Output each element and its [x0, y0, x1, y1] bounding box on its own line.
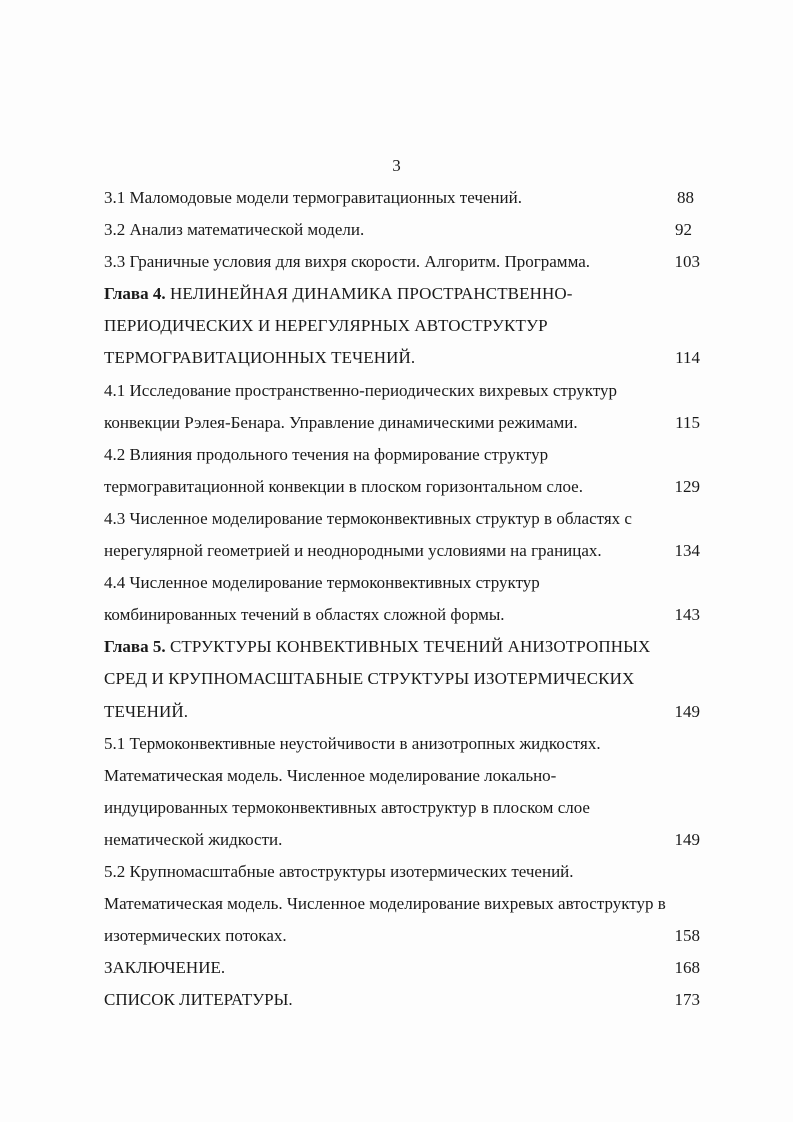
toc-line-text: 4.3 Численное моделирование термоконвективных структур в областях с [104, 508, 632, 528]
toc-line-text: 5.1 Термоконвективные неустойчивости в анизотропных жидкостях. [104, 733, 601, 753]
toc-line [104, 663, 704, 695]
toc-line [104, 503, 704, 535]
toc-line-text: ЗАКЛЮЧЕНИЕ. [104, 958, 226, 978]
toc-page-ref: 115 [675, 412, 700, 432]
toc-line [104, 567, 704, 599]
toc-line [104, 856, 704, 888]
toc-page-ref: 92 [675, 220, 692, 240]
toc-line [104, 214, 704, 246]
toc-line-text: СРЕД И КРУПНОМАСШТАБНЫЕ СТРУКТУРЫ ИЗОТЕРМИЧЕСКИХ [104, 669, 635, 689]
toc-page-ref: 134 [674, 541, 700, 561]
toc-line-text: 4.4 Численное моделирование термоконвективных структур [104, 573, 540, 593]
toc-line-text: ТЕЧЕНИЙ. [104, 701, 189, 721]
chapter-label: Глава 5. [104, 637, 166, 657]
toc-line [104, 824, 704, 856]
toc-page-ref: 88 [677, 188, 694, 207]
toc-line [104, 407, 704, 439]
toc-line [104, 728, 704, 760]
page-number: 3 [392, 156, 401, 175]
toc-line-text: ТЕРМОГРАВИТАЦИОННЫХ ТЕЧЕНИЙ. [104, 348, 416, 368]
toc-line-text: 3.3 Граничные условия для вихря скорости. Алгоритм. Программа. [104, 252, 591, 272]
toc-line-text: конвекции Рэлея-Бенара. Управление динамическими режимами. [104, 412, 578, 432]
toc-page-ref: 149 [674, 701, 700, 721]
toc-page-ref: 114 [675, 348, 700, 368]
toc-line [104, 342, 704, 374]
toc-line [104, 439, 704, 471]
toc-page-ref: 158 [674, 926, 700, 946]
toc-line [104, 375, 704, 407]
toc-page-ref: 168 [674, 958, 700, 978]
toc-line [104, 310, 704, 342]
toc-line-text: изотермических потоках. [104, 926, 287, 946]
toc-line [104, 246, 704, 278]
toc-page-ref: 143 [674, 605, 700, 625]
toc-line-text: 4.2 Влияния продольного течения на формирование структур [104, 444, 549, 464]
toc-line [104, 792, 704, 824]
toc-line-text: СТРУКТУРЫ КОНВЕКТИВНЫХ ТЕЧЕНИЙ АНИЗОТРОПНЫХ [165, 637, 651, 657]
toc-line [104, 471, 704, 503]
toc-line [104, 888, 704, 920]
toc-line [104, 182, 704, 214]
toc-line-text: индуцированных термоконвективных автоструктур в плоском слое [104, 797, 590, 817]
toc-page-ref: 173 [674, 990, 700, 1010]
toc-line-text: ПЕРИОДИЧЕСКИХ И НЕРЕГУЛЯРНЫХ АВТОСТРУКТУР [104, 316, 548, 336]
toc-page-ref: 149 [674, 829, 700, 849]
toc-line-text: нерегулярной геометрией и неоднородными условиями на границах. [104, 541, 602, 561]
toc-line-text: 3.1 Маломодовые модели термогравитационных течений. [104, 188, 522, 207]
toc-line [104, 984, 704, 1016]
toc-chapter-heading [104, 278, 704, 310]
toc-page-ref: 129 [674, 476, 700, 496]
toc-line-text: Математическая модель. Численное моделирование локально- [104, 765, 557, 785]
toc-line [104, 696, 704, 728]
toc-page-ref: 103 [674, 252, 700, 272]
toc-line [104, 535, 704, 567]
toc-line-text: 4.1 Исследование пространственно-периодических вихревых структур [104, 380, 618, 400]
toc-line [104, 952, 704, 984]
toc-line-text: нематической жидкости. [104, 829, 283, 849]
toc-line-text: НЕЛИНЕЙНАЯ ДИНАМИКА ПРОСТРАНСТВЕННО- [165, 284, 573, 304]
toc-line [104, 760, 704, 792]
toc-chapter-heading [104, 631, 704, 663]
toc-line-text: Математическая модель. Численное моделирование вихревых автоструктур в [104, 894, 666, 914]
toc-line-text: комбинированных течений в областях сложной формы. [104, 605, 505, 625]
toc-line [104, 599, 704, 631]
toc-line [104, 920, 704, 952]
toc-line-text: термогравитационной конвекции в плоском горизонтальном слое. [104, 476, 583, 496]
chapter-label: Глава 4. [104, 284, 166, 304]
table-of-contents [104, 182, 704, 1016]
toc-line-text: 3.2 Анализ математической модели. [104, 220, 365, 240]
toc-line-text: 5.2 Крупномасштабные автоструктуры изотермических течений. [104, 861, 574, 881]
toc-line-text: СПИСОК ЛИТЕРАТУРЫ. [104, 990, 293, 1010]
